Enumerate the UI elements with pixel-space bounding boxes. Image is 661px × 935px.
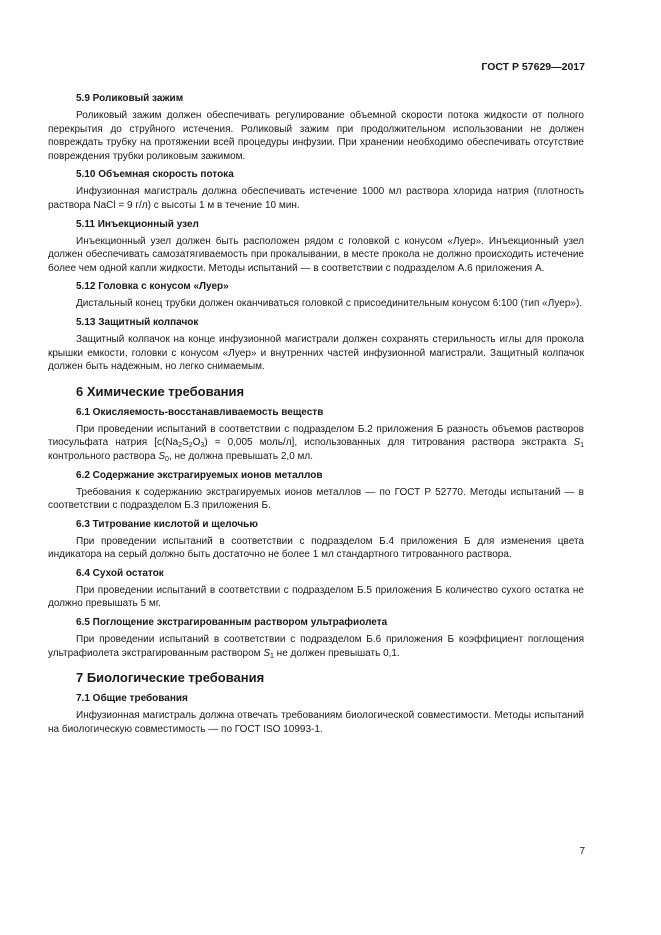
section-6-4 bbox=[48, 567, 584, 611]
section-5-11 bbox=[48, 218, 584, 276]
section-title: 5.13 Защитный колпачок bbox=[76, 316, 199, 328]
paragraph: Инъекционный узел должен быть расположен рядом с головкой с конусом «Луер». Инъекционный узел должен обеспечивать самозатягиваемость при прокалывании, в месте прокола не должно происходить истечение более чем одной капли жидкости. Методы испытаний — в соответствии с подразделом А.6 приложения А. bbox=[48, 235, 584, 274]
paragraph: Дистальный конец трубки должен оканчиваться головкой с присоединительным конусом 6:100 (тип «Луер»). bbox=[76, 298, 583, 310]
section-5-12 bbox=[48, 280, 584, 311]
section-6-3 bbox=[48, 518, 584, 562]
section-title: 7.1 Общие требования bbox=[76, 693, 188, 705]
paragraph: Инфузионная магистраль должна отвечать требованиям биологической совместимости. Методы испытаний на биологическую совместимость — по ГОСТ ISO 10993-1. bbox=[48, 710, 584, 735]
paragraph: Роликовый зажим должен обеспечивать регулирование объемной скорости потока жидкости от полного перекрытия до струйного истечения. Роликовый зажим при продолжительном использовании не должен повреждать трубку на протяжении всей процедуры инфузии. При хранении необходимо обеспечивать отсутствие повреждения трубки роликовым зажимом. bbox=[48, 110, 584, 162]
section-6-1 bbox=[48, 406, 584, 464]
document-body bbox=[48, 92, 584, 741]
section-title: 6.1 Окисляемость-восстанавливаемость веществ bbox=[76, 406, 324, 418]
paragraph: Защитный колпачок на конце инфузионной магистрали должен сохранять стерильность иглы для прокола крышки емкости, головки с конусом «Луер» и внутренних частей инфузионной магистрали. Защитный колпачок должен быть надежным, но легко снимаемым. bbox=[48, 333, 584, 373]
section-6-2 bbox=[48, 469, 584, 513]
section-title: 5.12 Головка с конусом «Луер» bbox=[76, 281, 229, 293]
paragraph: Требования к содержанию экстрагируемых ионов металлов — по ГОСТ Р 52770. Методы испытаний — в соответствии с подразделом Б.3 приложения Б. bbox=[48, 486, 584, 512]
paragraph: При проведении испытаний в соответствии с подразделом Б.6 приложения Б коэффициент поглощения ультрафиолета экстрагированным раствором $S_1$ не должен превышать 0,1. bbox=[48, 634, 584, 660]
page-number: 7 bbox=[579, 846, 585, 857]
paragraph: При проведении испытаний в соответствии с подразделом Б.4 приложения Б для изменения цвета индикатора на серый должно быть достаточно не более 1 мл стандартного титрованного раствора. bbox=[48, 535, 584, 561]
section-7-1 bbox=[48, 692, 584, 736]
section-6-5 bbox=[48, 616, 584, 660]
section-title: 6.3 Титрование кислотой и щелочью bbox=[76, 518, 258, 530]
section-title: 6.2 Содержание экстрагируемых ионов металлов bbox=[76, 469, 323, 481]
section-5-9 bbox=[48, 92, 584, 163]
section-title: 6.4 Сухой остаток bbox=[76, 567, 164, 579]
section-title: 5.10 Объемная скорость потока bbox=[76, 169, 234, 181]
section-5-13 bbox=[48, 316, 584, 374]
chapter-7-title: 7 Биологические требования bbox=[76, 670, 265, 686]
chapter-6-title: 6 Химические требования bbox=[76, 383, 245, 399]
paragraph: При проведении испытаний в соответствии с подразделом Б.2 приложения Б разность объемов растворов тиосульфата натрия [$c(Na_2S_2O_3) = 0,005$ моль/л], использованных для титрования раствора экстракта $S_1$ контрольного раствора $S_0$, не должна превышать 2,0 мл. bbox=[48, 423, 585, 463]
section-title: 6.5 Поглощение экстрагированным раствором ультрафиолета bbox=[76, 617, 388, 629]
section-title: 5.9 Роликовый зажим bbox=[76, 93, 184, 104]
section-title: 5.11 Инъекционный узел bbox=[76, 218, 199, 230]
section-5-10 bbox=[48, 168, 584, 212]
paragraph: При проведении испытаний в соответствии с подразделом Б.5 приложения Б количество сухого остатка не должно превышать 5 мг. bbox=[48, 584, 584, 610]
standard-number: ГОСТ Р 57629—2017 bbox=[481, 61, 585, 73]
paragraph: Инфузионная магистраль должна обеспечивать истечение 1000 мл раствора хлорида натрия (плотность раствора NaCl = 9 г/л) с высоты 1 м в течение 10 мин. bbox=[48, 186, 584, 211]
